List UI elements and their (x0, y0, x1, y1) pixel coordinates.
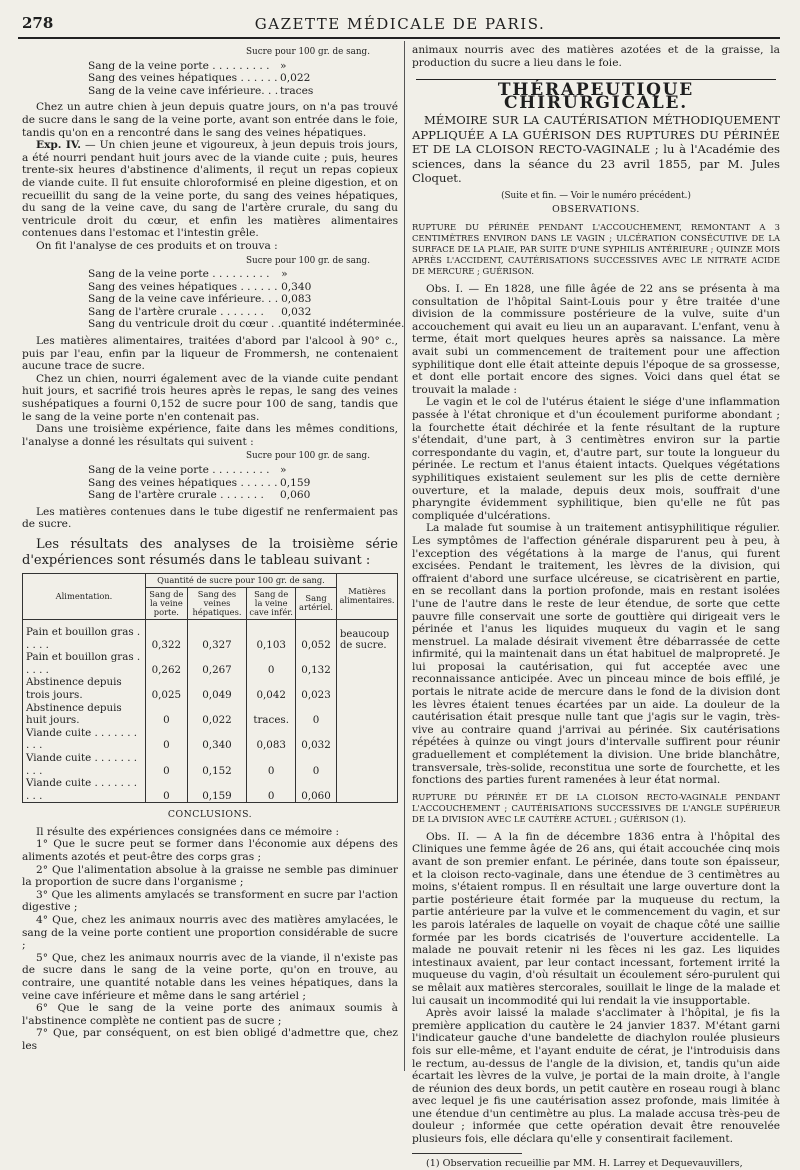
row-label: Sang de la veine cave inférieure. . . (88, 293, 279, 306)
paragraph: Les matières alimentaires, traitées d'abord par l'alcool à 90° c., puis par l'eau, enfin par la liqueur de Frommersh, ne contenaient aucune trace de sucre. (22, 335, 398, 373)
paragraph: Après avoir laissé la malade s'acclimater à l'hôpital, je fis la première application du cautère le 24 janvier 1837. M'étant garni l'indicateur gauche d'une bandelette de diachylon roulée plusieurs fois sur elle-même, et l'ayant enduite de cérat, je l'introduisis dans le rectum, au-dessus de l'angle de la division, et, tandis qu'un aide écartait les lèvres de la vulve, je portai de la main droite, à l'angle de réunion des deux bords, un petit cautère en roseau rougi à blanc avec lequel je fis une cautérisation assez profonde, mais limitée à une étendue d'un centimètre au plus. La malade accusa très-peu de douleur ; informée que cette opération devait être renouvelée plusieurs fois, elle déclara qu'elle y consentirait facilement. (412, 1007, 780, 1146)
conclusions-title: CONCLUSIONS. (167, 809, 253, 821)
table-row (23, 752, 398, 777)
paragraph: Les matières contenues dans le tube digestif ne renfermaient pas de sucre. (22, 505, 398, 531)
row-value: traces (280, 84, 314, 97)
cell-value: 0,132 (296, 651, 337, 676)
right-column (412, 44, 780, 1170)
value-row (88, 85, 358, 98)
sugar-values-table-3 (88, 464, 358, 502)
cell-alimentation: Abstinence depuis trois jours. (23, 676, 146, 701)
conclusion-item: 1° Que le sucre peut se former dans l'économie aux dépens des aliments azotés et peut-être des corps gras ; (22, 838, 398, 864)
header-alimentation: Alimentation. (23, 573, 146, 619)
cell-matieres (337, 727, 398, 752)
left-column (22, 44, 405, 1053)
paragraph: Obs. I. — En 1828, une fille âgée de 22 ans se présenta à ma consultation de l'hôpital Saint-Louis pour y être traitée d'une division de la commissure postérieure de la vulve, suite d'un accouchement qui avait eu lieu un an auparavant. L'enfant, venu à terme, était mort quelques heures après sa naissance. La mère avait subi un commencement de traitement pour une affection syphilitique dont elle était atteinte depuis l'époque de sa grossesse, et dont elle portait encore des signes. Voici dans quel état se trouvait la malade : (412, 283, 780, 396)
conclusion-item: 4° Que, chez les animaux nourris avec des matières amylacées, le sang de la veine porte contient une proportion considérable de sucre ; (22, 914, 398, 952)
summary-intro: Les résultats des analyses de la troisième série d'expériences sont résumés dans le tableau suivant : (22, 536, 398, 568)
cell-alimentation: Pain et bouillon gras . . . . . (23, 651, 146, 676)
page-number: 278 (22, 14, 54, 32)
header-col: Sang artériel. (296, 587, 337, 619)
observation-1-summary: RUPTURE DU PÉRINÉE PENDANT L'ACCOUCHEMENT, REMONTANT A 3 CENTIMÈTRES ENVIRON DANS LE VAGIN ; ULCÉRATION CONSÉCUTIVE DE LA SURFACE DE LA PLAIE, PAR SUITE D'UNE SYPHILIS ANTÉRIEURE ; QUINZE MOIS APRÈS L'ACCIDENT, CAUTÉRISATIONS SUCCESSIVES AVEC LE NITRATE ACIDE DE MERCURE ; GUÉRISON. (412, 222, 780, 277)
value-row (88, 60, 358, 73)
header-matieres: Matières alimentaires. (337, 573, 398, 619)
cell-value: 0,023 (296, 676, 337, 701)
row-label: Sang des veines hépatiques . . . . . . (88, 476, 278, 489)
footnote: (1) Observation recueillie par MM. H. Larrey et Dequevauvillers, (426, 1157, 743, 1169)
cell-matieres (337, 752, 398, 777)
paragraph-text: — Un chien jeune et vigoureux, à jeun depuis trois jours, a été nourri pendant huit jours avec de la viande cuite ; puis, heures trente-six heures d'abstinence d'aliments, il reçut un repas copieux de viande cuite. Il fut ensuite chloroformisé en pleine digestion, et on recueillit du sang de la veine porte, du sang des veines hépatiques, du sang de la veine cave, du sang de l'artère crurale, du sang du ventricule droit du cœur, et enfin les matières alimentaires contenues dans l'estomac et l'intestin grêle. (22, 139, 398, 240)
row-label: Sang de la veine cave inférieure. . . (88, 84, 279, 97)
cell-value: 0 (146, 777, 188, 803)
sugar-values-table-1 (88, 60, 358, 98)
value-row (88, 318, 404, 331)
experiment-label: Exp. IV. (36, 139, 81, 152)
cell-value: 0 (146, 702, 188, 727)
table-row (23, 619, 398, 651)
row-value: » (280, 464, 287, 476)
header-sugar-group: Quantité de sucre pour 100 gr. de sang. (146, 573, 337, 587)
observations-title: OBSERVATIONS. (552, 204, 640, 216)
row-label: Sang de la veine porte . . . . . . . . . (88, 464, 270, 476)
section-header (412, 79, 780, 113)
cell-value: 0,159 (187, 777, 247, 803)
value-row (88, 293, 404, 306)
cell-value: 0,267 (187, 651, 247, 676)
cell-value: 0,083 (247, 727, 296, 752)
cell-value: 0 (247, 651, 296, 676)
cell-value: 0,340 (187, 727, 247, 752)
cell-value: 0 (296, 702, 337, 727)
paragraph: Chez un autre chien à jeun depuis quatre jours, on n'a pas trouvé de sucre dans le sang de la veine porte, avant son entrée dans le foie, tandis qu'on en a rencontré dans le sang des veines hépatiques. (22, 101, 398, 139)
conclusion-item: 3° Que les aliments amylacés se transforment en sucre par l'action digestive ; (22, 888, 398, 914)
cell-value: 0,032 (296, 727, 337, 752)
cell-alimentation: Abstinence depuis huit jours. (23, 702, 146, 727)
cell-matieres (337, 702, 398, 727)
memoir-title: MÉMOIRE SUR LA CAUTÉRISATION MÉTHODIQUEMENT APPLIQUÉE A LA GUÉRISON DES RUPTURES DU PÉRINÉE ET DE LA CLOISON RECTO-VAGINALE ; lu à l'Académie des sciences, dans la séance du 23 avril 1855, par M. Jules Cloquet. (412, 113, 780, 186)
cell-matieres (337, 777, 398, 803)
cell-value: 0 (247, 777, 296, 803)
value-row (88, 464, 358, 477)
cell-alimentation: Viande cuite . . . . . . . . . . (23, 777, 146, 803)
row-value: » (280, 59, 287, 72)
cell-value: 0,327 (187, 619, 247, 651)
row-value: 0,060 (280, 489, 311, 502)
cell-alimentation: Pain et bouillon gras . . . . . (23, 619, 146, 651)
conclusion-item: 7° Que, par conséquent, on est bien obligé d'admettre que, chez les (22, 1027, 398, 1052)
paragraph: Le vagin et le col de l'utérus étaient le siége d'une inflammation passée à l'état chronique et d'un écoulement puriforme abondant ; la fourchette était déchirée et la fente résultant de la rupture s'étendait, d'une part, à 3 centimètres environ sur la partie correspondante du vagin, et, d'autre part, sur toute la longueur du périnée. Le rectum et l'anus étaient intacts. Quelques végétations syphilitiques existaient seulement sur les plis de cette dernière ouverture, et la malade, depuis deux mois, souffrait d'une pharyngite évidemment syphilitique, bien qu'elle ne fût pas compliquée d'ulcérations. (412, 396, 780, 522)
table-row (23, 702, 398, 727)
conclusion-item: 2° Que l'alimentation absolue à la graisse ne semble pas diminuer la proportion de sucre dans l'organisme ; (22, 863, 398, 889)
cell-value: 0,103 (247, 619, 296, 651)
cell-value: 0,152 (187, 752, 247, 777)
paragraph: La malade fut soumise à un traitement antisyphilitique régulier. Les symptômes de l'affection générale disparurent peu à peu, à l'exception des végétations à la marge de l'anus, qui furent excisées. Pendant le traitement, les lèvres de la division, qui offraient d'abord une surface ulcéreuse, se cicatrisèrent en partie, en se recollant dans la portion profonde, mais en restant isolées l'une de l'autre dans le reste de leur étendue, de sorte que cette pauvre fille conservait une sorte de gouttière qui dirigeait vers le périnée et l'anus les liquides muqueux du vagin et le sang menstruel. La malade désirait vivement être débarrassée de cette infirmité, qui la maintenait dans un état habituel de malpropreté. Je lui proposai la cautérisation, qui fut acceptée avec une reconnaissance anticipée. Avec un pinceau mince de bois effilé, je portais le nitrate acide de mercure dans le fond de la division dont les lèvres étaient tenues écartées par un aide. La douleur de la cautérisation était presque nulle tant que j'agis sur le vagin, très-vive au contraire quand j'arrivai au périnée. Six cautérisations répétées à quinze ou vingt jours d'intervalle suffirent pour réunir graduellement et complétement la division. Une bride blanchâtre, transversale, très-solide, reconstitua une sorte de fourchette, et les fonctions des parties furent ramenées à leur état normal. (412, 522, 780, 787)
header-col: Sang de la veine porte. (146, 587, 188, 619)
cell-value: traces. (247, 702, 296, 727)
cell-alimentation: Viande cuite . . . . . . . . . . (23, 727, 146, 752)
header-col: Sang des veines hépatiques. (187, 587, 247, 619)
paragraph: Obs. II. — A la fin de décembre 1836 entra à l'hôpital des Cliniques une femme âgée de 26 ans, qui était accouchée cinq mois avant de son premier enfant. Le périnée, dans toute son épaisseur, et la cloison recto-vaginale, dans une étendue de 3 centimètres au moins, s'étaient rompus. Il en résultait une large ouverture dont la partie postérieure était formée par la muqueuse du rectum, la partie antérieure par la vulve et le commencement du vagin, et sur les parois latérales de laquelle on voyait de chaque côté une saillie formée par les bords cicatrisés de l'ouverture accidentelle. La malade ne pouvait retenir ni les fèces ni les gaz. Les liquides intestinaux avaient, par leur contact incessant, fortement irrité la muqueuse du vagin, d'où résultait un écoulement séro-purulent qui se mêlait aux matières stercorales, souillait le linge de la malade et lui causait un incommodité qui lui rendait la vie insupportable. (412, 830, 780, 1007)
row-value: 0,083 (281, 293, 312, 306)
cell-matieres: beaucoup de sucre. (337, 619, 398, 651)
sugar-values-table-2 (88, 268, 404, 331)
table-caption: Sucre pour 100 gr. de sang. (246, 255, 370, 266)
conclusion-item: 6° Que le sang de la veine porte des animaux soumis à l'abstinence complète ne contient pas de sucre ; (22, 1002, 398, 1027)
row-value: 0,022 (280, 72, 311, 85)
value-row (88, 72, 358, 85)
conclusion-item: 5° Que, chez les animaux nourris avec de la viande, il n'existe pas de sucre dans le sang de la veine porte, qu'on en trouve, au contraire, une quantité notable dans les veines hépatiques, dans la veine cave inférieure et même dans le sang artériel ; (22, 951, 398, 1002)
cell-value: 0,049 (187, 676, 247, 701)
table-row (23, 651, 398, 676)
table-row (23, 676, 398, 701)
table-caption: Sucre pour 100 gr. de sang. (246, 451, 370, 462)
paragraph: Il résulte des expériences consignées dans ce mémoire : (36, 825, 340, 838)
cell-value: 0 (247, 752, 296, 777)
header-col: Sang de la veine cave infér. (247, 587, 296, 619)
value-row (88, 477, 358, 490)
paragraph: Dans une troisième expérience, faite dans les mêmes conditions, l'analyse a donné les résultats qui suivent : (22, 423, 398, 448)
row-label: Sang du ventricule droit du cœur . . (88, 318, 282, 331)
cell-alimentation: Viande cuite . . . . . . . . . . (23, 752, 146, 777)
cell-value: 0,060 (296, 777, 337, 803)
summary-table-body (23, 619, 398, 802)
cell-value: 0,052 (296, 619, 337, 651)
row-value: 0,340 (281, 280, 312, 293)
value-row (88, 306, 404, 319)
row-label: Sang de la veine porte . . . . . . . . . (88, 268, 270, 281)
conclusions-list (22, 838, 398, 1052)
paragraph: On fit l'analyse de ces produits et on trouva : (36, 239, 278, 252)
value-row (88, 281, 404, 294)
row-value: quantité indéterminée. (281, 318, 405, 331)
cell-value: 0,042 (247, 676, 296, 701)
row-label: Sang de la veine porte . . . . . . . . . (88, 59, 270, 72)
column-divider (404, 41, 405, 1071)
section-title: THÉRAPEUTIQUE CHIRURGICALE. (497, 80, 695, 113)
paragraph (22, 139, 398, 240)
value-row (88, 268, 404, 281)
cell-value: 0,322 (146, 619, 188, 651)
row-label: Sang des veines hépatiques . . . . . . (88, 280, 278, 293)
paragraph: animaux nourris avec des matières azotées et de la graisse, la production du sucre a lieu dans le foie. (412, 44, 780, 69)
cell-value: 0,022 (187, 702, 247, 727)
row-value: » (281, 268, 288, 281)
cell-value: 0 (146, 752, 188, 777)
cell-value: 0 (146, 727, 188, 752)
cell-value: 0,025 (146, 676, 188, 701)
cell-value: 0 (296, 752, 337, 777)
header-rule (18, 37, 780, 39)
continuation-note: (Suite et fin. — Voir le numéro précédent.) (501, 190, 691, 201)
observation-2-summary: RUPTURE DU PÉRINÉE ET DE LA CLOISON RECTO-VAGINALE PENDANT L'ACCOUCHEMENT ; CAUTÉRISATIONS SUCCESSIVES DE L'ANGLE SUPÉRIEUR DE LA DIVISION AVEC LE CAUTÈRE ACTUEL ; GUÉRISON (1). (412, 791, 780, 824)
paragraph: Chez un chien, nourri également avec de la viande cuite pendant huit jours, et sacrifié trois heures après le repas, le sang des veines sushépatiques a fourni 0,152 de sucre pour 100 de sang, tandis que le sang de la veine porte n'en contenait pas. (22, 372, 398, 423)
row-label: Sang de l'artère crurale . . . . . . . (88, 489, 264, 502)
summary-table (22, 573, 398, 803)
cell-matieres (337, 651, 398, 676)
row-label: Sang des veines hépatiques . . . . . . (88, 72, 278, 85)
journal-title: GAZETTE MÉDICALE DE PARIS. (254, 15, 546, 33)
footnote-rule (412, 1153, 522, 1154)
page-header (0, 14, 800, 36)
row-value: 0,032 (281, 305, 312, 318)
row-value: 0,159 (280, 476, 311, 489)
table-row (23, 727, 398, 752)
table-caption: Sucre pour 100 gr. de sang. (246, 47, 370, 57)
cell-value: 0,262 (146, 651, 188, 676)
cell-matieres (337, 676, 398, 701)
table-row (23, 777, 398, 803)
row-label: Sang de l'artère crurale . . . . . . . (88, 305, 264, 318)
value-row (88, 489, 358, 502)
